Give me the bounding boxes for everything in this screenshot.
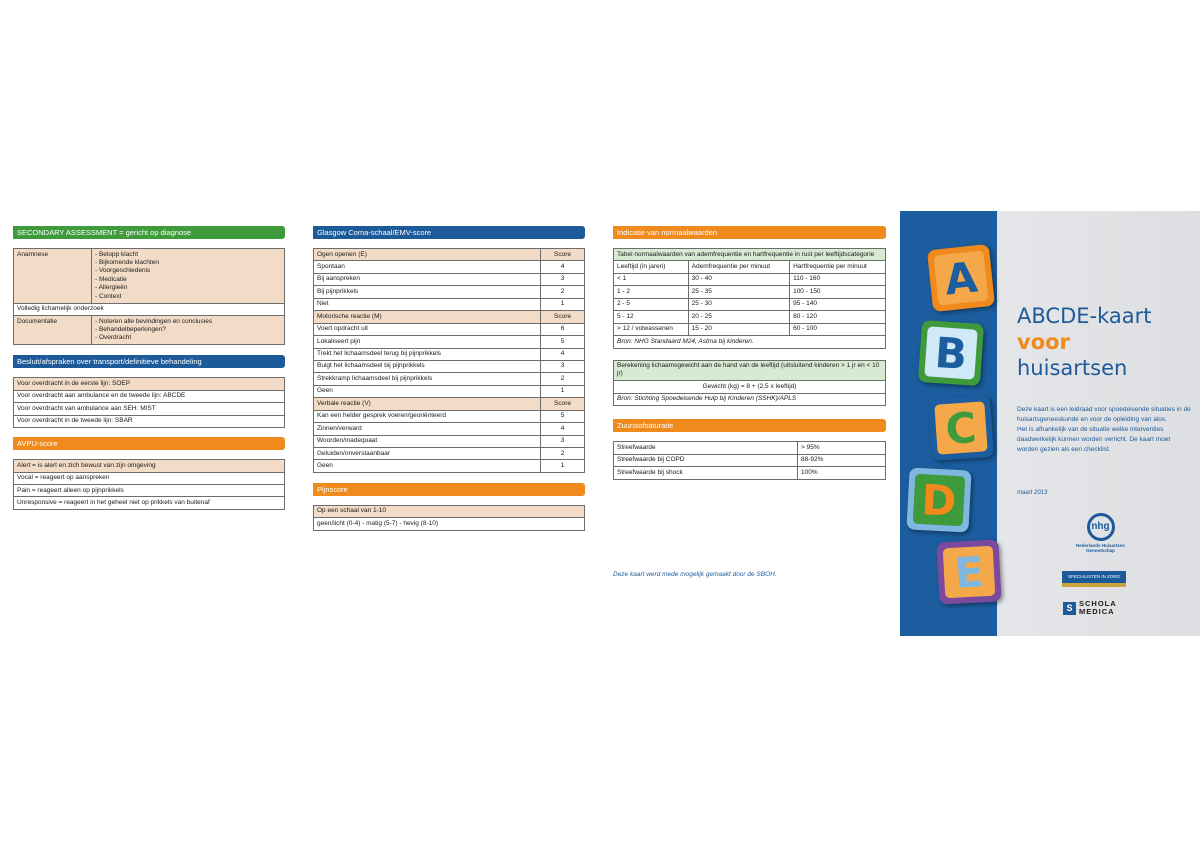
normaalwaarden-row (614, 323, 886, 335)
gewicht-title: Berekening lichaamsgewicht aan de hand van de leeftijd (uitsluitend kinderen > 1 jr en < 10 jr) (614, 360, 886, 381)
gcs-score: 5 (541, 410, 585, 422)
documentatie-item: - Overdracht (95, 334, 132, 342)
gcs-response: Geluiden/onverstaanbaar (314, 448, 541, 460)
gcs-row (314, 385, 585, 397)
block-b (918, 320, 984, 386)
normaalwaarden-cell: 95 - 140 (790, 298, 886, 310)
documentatie-list (95, 318, 281, 343)
zuurstof-header: Zuurstofsaturatie (613, 419, 886, 432)
gcs-response: Geen (314, 385, 541, 397)
normaalwaarden-cell: 60 - 100 (790, 323, 886, 335)
zuurstof-row (614, 442, 886, 454)
normaalwaarden-cell: 30 - 40 (688, 273, 789, 285)
normaalwaarden-source-row (614, 336, 886, 348)
anamnese-item: - Medicatie (95, 275, 127, 283)
block-e (936, 539, 1001, 604)
documentatie-item: - Behandelbeperkingen? (95, 326, 166, 333)
normaalwaarden-cell: 25 - 30 (688, 298, 789, 310)
schola-line2: MEDICA (1079, 607, 1115, 616)
column-3 (613, 226, 886, 480)
gcs-score: 4 (541, 261, 585, 273)
zuurstof-label: Streefwaarde bij shock (614, 467, 798, 479)
gcs-response: Buigt het lichaamsdeel bij pijnprikkels (314, 360, 541, 372)
anamnese-item: - Bijkomende klachten (95, 258, 159, 266)
gcs-group-label: Verbale reactie (V) (314, 398, 541, 410)
zuurstof-value: > 95% (798, 442, 886, 454)
anamnese-list (95, 251, 281, 302)
secondary-assessment-table (13, 248, 285, 345)
gcs-row (314, 273, 585, 285)
zuurstof-table (613, 441, 886, 479)
block-c-letter: C (934, 401, 987, 454)
documentatie-item: - Noteren alle bevindingen en conclusies (95, 317, 213, 325)
gcs-response: Lokaliseert pijn (314, 336, 541, 348)
gcs-score: 1 (541, 298, 585, 310)
block-b-letter: B (924, 326, 977, 379)
schola-medica-icon: S (1063, 602, 1076, 615)
cover-title-line2: voor (1017, 330, 1070, 354)
gcs-group-label: Motorische reactie (M) (314, 311, 541, 323)
zuurstof-row (614, 454, 886, 466)
gcs-group-header (314, 311, 585, 323)
gcs-row (314, 460, 585, 472)
besluit-cell: Voor overdracht in de eerste lijn: SOEP (14, 378, 285, 390)
gcs-row (314, 336, 585, 348)
gcs-response: Niet (314, 298, 541, 310)
column-2 (313, 226, 585, 531)
block-d-letter: D (913, 474, 966, 527)
gcs-score: 1 (541, 460, 585, 472)
normaalwaarden-header: Indicatie van normaalwaarden (613, 226, 886, 239)
gcs-response: Trekt het lichaamsdeel terug bij pijnprikkels (314, 348, 541, 360)
besluit-row (14, 390, 285, 402)
gcs-row (314, 298, 585, 310)
besluit-cell: Voor overdracht in de tweede lijn: SBAR (14, 415, 285, 427)
cover-title (1017, 303, 1151, 381)
cover-title-line3: huisartsen (1017, 356, 1128, 380)
gcs-response: Woorden/inadequaat (314, 435, 541, 447)
normaalwaarden-header-cell: Leeftijd (in jaren) (614, 261, 689, 273)
gcs-score: 2 (541, 286, 585, 298)
gcs-row (314, 423, 585, 435)
normaalwaarden-table (613, 248, 886, 349)
nhg-logo (1063, 513, 1138, 553)
anamnese-label: Anamnese (14, 249, 92, 304)
gcs-score: 2 (541, 448, 585, 460)
gcs-group-header (314, 398, 585, 410)
avpu-row (14, 485, 285, 497)
pijnscore-table (313, 505, 585, 531)
cover-description-1: Deze kaart is een leidraad voor spoedeisende situaties in de huisartsgeneeskunde en voor de opleiding van aios. (1017, 406, 1191, 424)
besluit-row (14, 378, 285, 390)
normaalwaarden-source: Bron: NHG Standaard M24, Astma bij kinderen. (614, 336, 886, 348)
besluit-row (14, 403, 285, 415)
anamnese-item: - Voorgeschiedenis (95, 267, 151, 275)
avpu-cell: Vocal = reageert op aanspreken (14, 472, 285, 484)
besluit-table (13, 377, 285, 428)
avpu-cell: Alert = is alert en zich bewust van zijn omgeving (14, 460, 285, 472)
block-d (906, 467, 971, 532)
pijnscore-cell: Op een schaal van 1-10 (314, 505, 585, 517)
zuurstof-row (614, 467, 886, 479)
gcs-score: 5 (541, 336, 585, 348)
normaalwaarden-cell: 15 - 20 (688, 323, 789, 335)
normaalwaarden-table-title: Tabel normaalwaarden van ademfrequentie en hartfrequentie in rust per leeftijdscategorie (614, 249, 886, 261)
gcs-response: Kan een helder gesprek voeren/georiënteerd (314, 410, 541, 422)
avpu-cell: Pain = reageert alleen op pijnprikkels (14, 485, 285, 497)
block-e-letter: E (943, 546, 996, 599)
gcs-score-label: Score (541, 249, 585, 261)
zuurstof-label: Streefwaarde bij COPD (614, 454, 798, 466)
anamnese-item: - Belopp klacht (95, 250, 138, 258)
normaalwaarden-header-cell: Hartfrequentie per minuut (790, 261, 886, 273)
nhg-logo-mark: nhg (1087, 513, 1115, 541)
normaalwaarden-row (614, 273, 886, 285)
normaalwaarden-cell: 100 - 150 (790, 286, 886, 298)
gcs-score: 3 (541, 360, 585, 372)
block-a (927, 244, 995, 312)
anamnese-item: - Context (95, 292, 122, 300)
gcs-score-label: Score (541, 311, 585, 323)
gcs-header: Glasgow Coma-schaal/EMV-score (313, 226, 585, 239)
avpu-row (14, 460, 285, 472)
gewicht-table (613, 360, 886, 407)
avpu-row (14, 497, 285, 509)
normaalwaarden-cell: 5 - 12 (614, 311, 689, 323)
gcs-group-header (314, 249, 585, 261)
gcs-row (314, 323, 585, 335)
cover-title-line1: ABCDE-kaart (1017, 304, 1152, 328)
gcs-response: Geen (314, 460, 541, 472)
nhg-logo-text: Nederlands Huisartsen Genootschap (1075, 543, 1126, 553)
schola-medica-text (1079, 600, 1117, 616)
normaalwaarden-cell: 20 - 25 (688, 311, 789, 323)
normaalwaarden-header-cell: Ademfrequentie per minuut (688, 261, 789, 273)
cover-description-2: Het is afhankelijk van de situatie welke interventies daadwerkelijk kunnen worden verricht. De kaart moet worden gezien als een checklist. (1017, 426, 1171, 454)
block-a-letter: A (934, 251, 989, 306)
gcs-row (314, 286, 585, 298)
secondary-assessment-header: SECONDARY ASSESSMENT = gericht op diagnose (13, 226, 285, 239)
normaalwaarden-row (614, 298, 886, 310)
gcs-score: 1 (541, 385, 585, 397)
gcs-row (314, 261, 585, 273)
gewicht-source: Bron: Stichting Spoedeisende Hulp bij Kinderen (SSHK)/APLS (614, 393, 886, 405)
pijnscore-header: Pijnscore (313, 483, 585, 496)
gcs-response: Zinnen/verward (314, 423, 541, 435)
gcs-row (314, 448, 585, 460)
zuurstof-value: 100% (798, 467, 886, 479)
normaalwaarden-cell: 110 - 160 (790, 273, 886, 285)
gcs-row (314, 348, 585, 360)
gcs-table (313, 248, 585, 473)
normaalwaarden-cell: 1 - 2 (614, 286, 689, 298)
gcs-response: Voert opdracht uit (314, 323, 541, 335)
documentatie-label: Documentatie (14, 316, 92, 345)
normaalwaarden-row (614, 311, 886, 323)
normaalwaarden-cell: < 1 (614, 273, 689, 285)
gcs-response: Bij aanspreken (314, 273, 541, 285)
cover-description (1017, 405, 1192, 455)
normaalwaarden-headers (614, 261, 886, 273)
gcs-score: 6 (541, 323, 585, 335)
cover-date: maart 2013 (1017, 490, 1048, 496)
gcs-score: 4 (541, 423, 585, 435)
gcs-response: Strekkramp lichaamsdeel bij pijnprikkels (314, 373, 541, 385)
gcs-response: Spontaan (314, 261, 541, 273)
gcs-row (314, 410, 585, 422)
besluit-cell: Voor overdracht aan ambulance en de tweede lijn: ABCDE (14, 390, 285, 402)
besluit-row (14, 415, 285, 427)
gcs-response: Bij pijnprikkels (314, 286, 541, 298)
onderzoek-row: Volledig lichamelijk onderzoek (14, 303, 285, 315)
gcs-score: 2 (541, 373, 585, 385)
block-c (928, 395, 994, 461)
pijnscore-row (314, 505, 585, 517)
normaalwaarden-cell: 2 - 5 (614, 298, 689, 310)
avpu-header: AVPU-score (13, 437, 285, 450)
avpu-table (13, 459, 285, 510)
normaalwaarden-cell: > 12 / volwassenen (614, 323, 689, 335)
sponsor-credit: Deze kaart werd mede mogelijk gemaakt door de SBOH. (613, 571, 777, 578)
gcs-score: 4 (541, 348, 585, 360)
normaalwaarden-row (614, 286, 886, 298)
gcs-score: 3 (541, 273, 585, 285)
gcs-group-label: Ogen openen (E) (314, 249, 541, 261)
avpu-row (14, 472, 285, 484)
besluit-header: Besluit/afspraken over transport/definitieve behandeling (13, 355, 285, 368)
pijnscore-cell: geen/licht (0-4) - matig (5-7) - hevig (8-10) (314, 518, 585, 530)
gewicht-formula: Gewicht (kg) = 8 + (2,5 x leeftijd) (614, 381, 886, 393)
gcs-score-label: Score (541, 398, 585, 410)
normaalwaarden-cell: 25 - 35 (688, 286, 789, 298)
anamnese-item: - Allergieën (95, 284, 128, 292)
gcs-row (314, 373, 585, 385)
gcs-row (314, 435, 585, 447)
schola-line1: SCHOLA (1079, 599, 1117, 608)
schola-medica-logo (1063, 600, 1117, 616)
column-1 (13, 226, 285, 510)
zuurstof-value: 88-92% (798, 454, 886, 466)
pijnscore-row (314, 518, 585, 530)
gcs-row (314, 360, 585, 372)
avpu-cell: Unresponsive = reageert in het geheel niet op prikkels van buitenaf (14, 497, 285, 509)
normaalwaarden-cell: 80 - 120 (790, 311, 886, 323)
sbohlogo: SPECIALISTEN IN ZORG (1062, 571, 1126, 587)
zuurstof-label: Streefwaarde (614, 442, 798, 454)
besluit-cell: Voor overdracht van ambulance aan SEH: MIST (14, 403, 285, 415)
gcs-score: 3 (541, 435, 585, 447)
